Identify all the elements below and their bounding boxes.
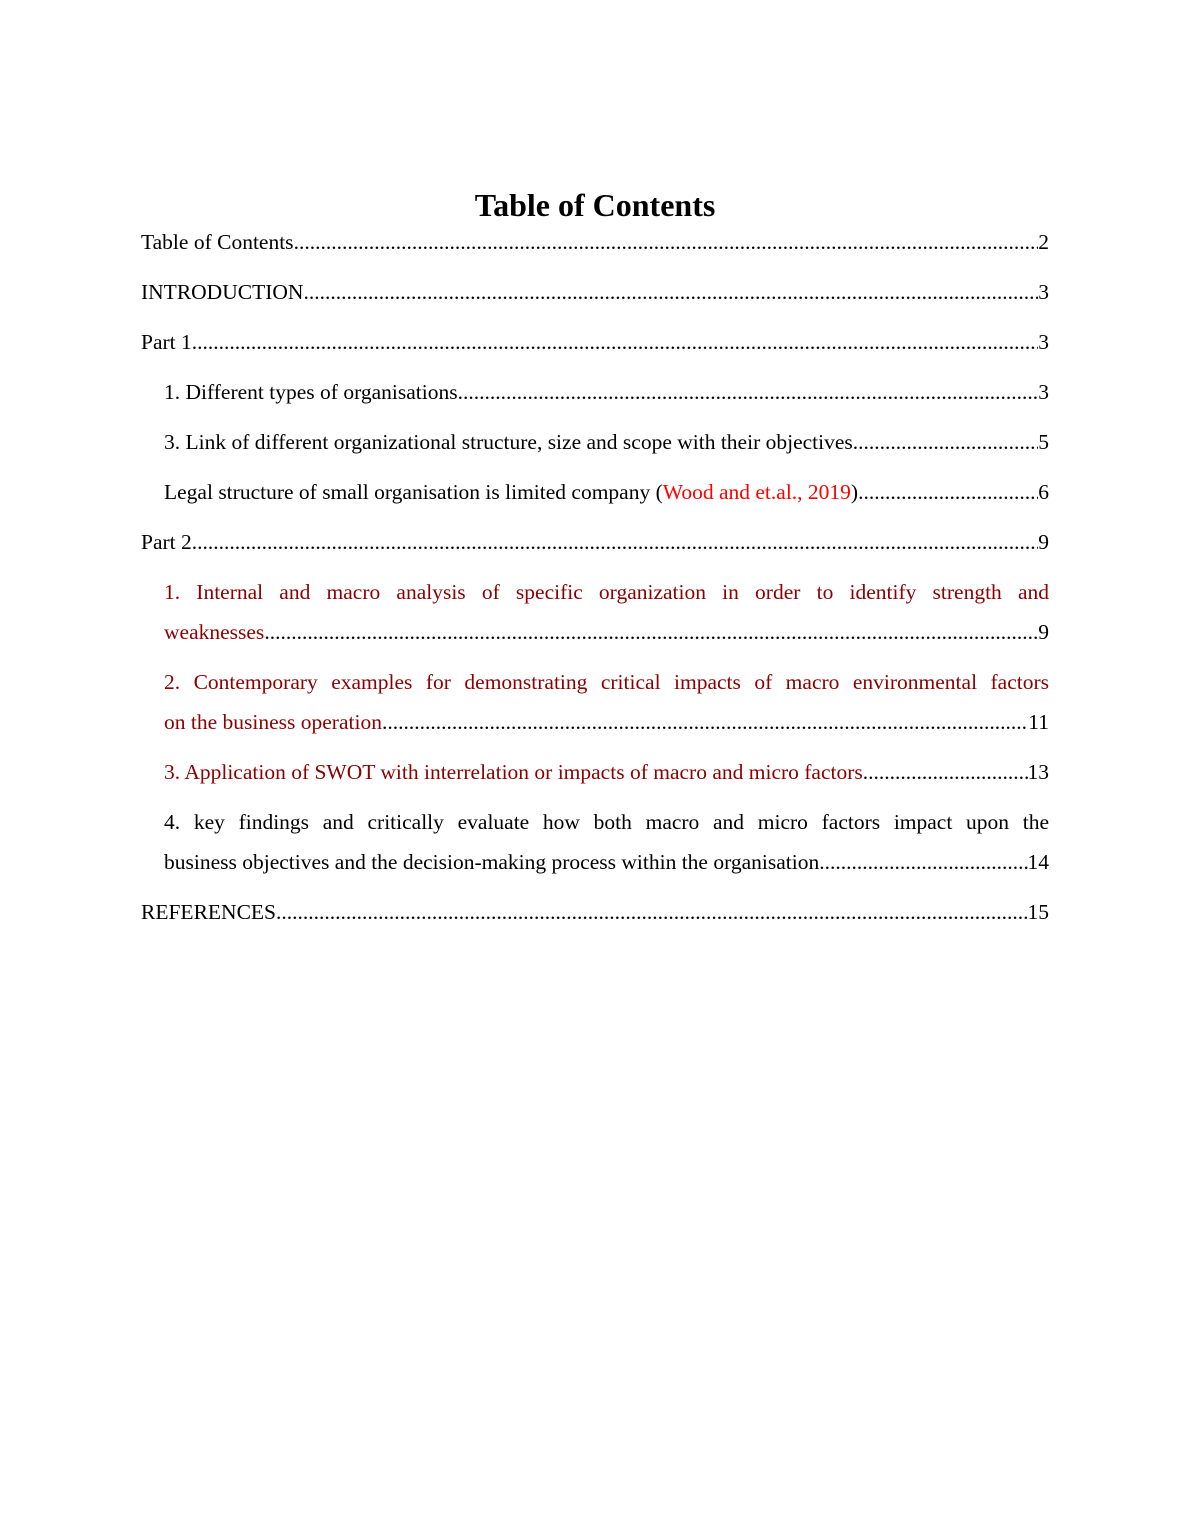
toc-page-number: 6 xyxy=(1038,480,1049,504)
toc-entry-different-types[interactable] xyxy=(164,372,1049,412)
dot-leader xyxy=(192,522,1038,562)
toc-entry-contemporary-examples[interactable] xyxy=(164,662,1049,742)
toc-entry-part-1[interactable] xyxy=(141,322,1049,362)
toc-entry-label-line1: 4. key findings and critically evaluate how both macro and micro factors impact upon the xyxy=(164,810,1049,834)
dot-leader xyxy=(853,422,1038,462)
toc-page-number: 11 xyxy=(1028,710,1049,734)
toc-entry-label-line1: 1. Internal and macro analysis of specific organization in order to identify strength and xyxy=(164,580,1049,604)
toc-entry-label-line2: weaknesses xyxy=(164,620,265,644)
dot-leader xyxy=(276,892,1028,932)
citation-link[interactable]: Wood and et.al., 2019 xyxy=(662,480,851,504)
toc-entry-introduction[interactable] xyxy=(141,272,1049,312)
dot-leader xyxy=(303,272,1038,312)
toc-page-number: 3 xyxy=(1038,330,1049,354)
toc-entry-label: Part 1 xyxy=(141,330,192,354)
toc-page-number: 15 xyxy=(1027,900,1049,924)
toc-entry-label-line1: 2. Contemporary examples for demonstrating critical impacts of macro environmental factors xyxy=(164,670,1049,694)
toc-entry-label xyxy=(164,472,858,512)
toc-entry-label: Table of Contents xyxy=(141,230,294,254)
toc-entry-label-line2: on the business operation xyxy=(164,710,382,734)
toc-entry-part-2[interactable] xyxy=(141,522,1049,562)
dot-leader xyxy=(192,322,1038,362)
toc-list xyxy=(141,222,1049,942)
toc-page-number: 13 xyxy=(1027,760,1049,784)
toc-entry-legal-structure[interactable] xyxy=(164,472,1049,512)
toc-entry-label: 1. Different types of organisations xyxy=(164,380,458,404)
toc-page-number: 2 xyxy=(1038,230,1049,254)
toc-page-number: 3 xyxy=(1038,280,1049,304)
toc-page-number: 9 xyxy=(1038,620,1049,644)
toc-page-number: 3 xyxy=(1038,380,1049,404)
toc-entry-key-findings[interactable] xyxy=(164,802,1049,882)
toc-entry-label: REFERENCES xyxy=(141,900,276,924)
toc-entry-internal-macro-analysis[interactable] xyxy=(164,572,1049,652)
dot-leader xyxy=(819,842,1027,882)
dot-leader xyxy=(863,752,1028,792)
toc-entry-label-prefix: Legal structure of small organisation is limited company ( xyxy=(164,480,663,504)
dot-leader xyxy=(458,372,1039,412)
toc-entry-label: 3. Application of SWOT with interrelation or impacts of macro and micro factors xyxy=(164,760,863,784)
toc-page-number: 5 xyxy=(1038,430,1049,454)
toc-entry-label: 3. Link of different organizational structure, size and scope with their objectives xyxy=(164,430,853,454)
dot-leader xyxy=(294,222,1039,262)
toc-entry-label-line2: business objectives and the decision-making process within the organisation xyxy=(164,850,820,874)
toc-entry-label-suffix: ) xyxy=(850,480,859,504)
toc-page-number: 14 xyxy=(1027,850,1049,874)
toc-page-number: 9 xyxy=(1038,530,1049,554)
toc-entry-link-structure[interactable] xyxy=(164,422,1049,462)
toc-entry-references[interactable] xyxy=(141,892,1049,932)
dot-leader xyxy=(264,612,1038,652)
dot-leader xyxy=(858,472,1038,512)
dot-leader xyxy=(382,702,1028,742)
toc-entry-swot-application[interactable] xyxy=(164,752,1049,792)
toc-entry-label: Part 2 xyxy=(141,530,192,554)
toc-entry-table-of-contents[interactable] xyxy=(141,222,1049,262)
toc-entry-label: INTRODUCTION xyxy=(141,280,304,304)
page-title: Table of Contents xyxy=(474,187,716,223)
